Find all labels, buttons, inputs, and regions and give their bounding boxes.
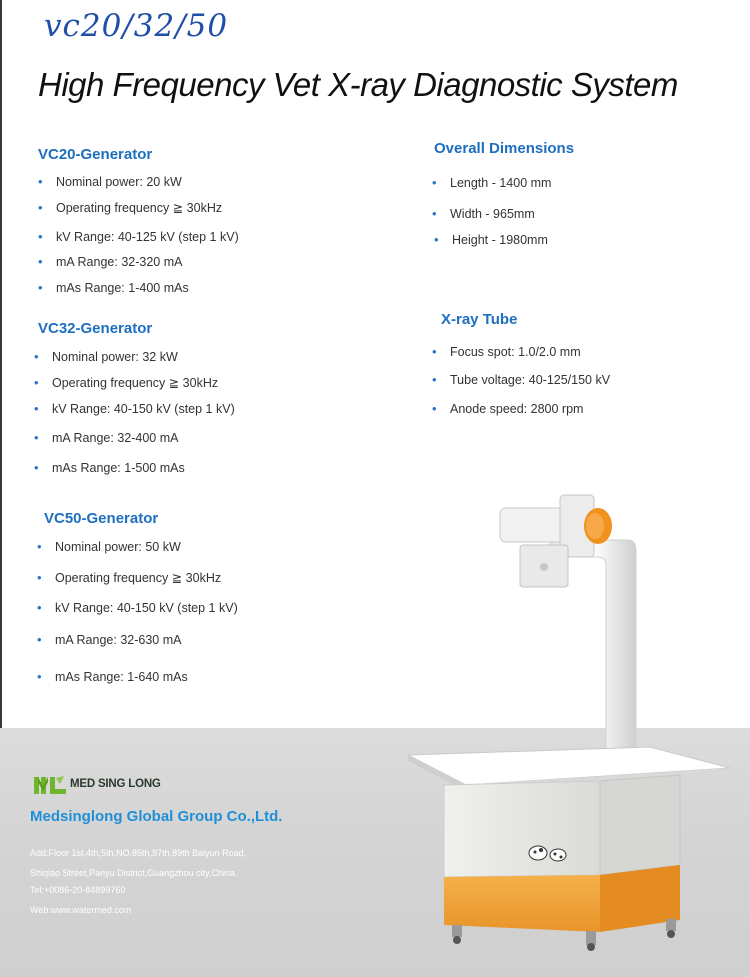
website-line: Web:www.watermed.com — [30, 905, 132, 915]
dimensions-item: • Length - 1400 mm — [432, 175, 552, 190]
phone-line: Tel:+0086-20-84899760 — [30, 885, 126, 895]
bullet-icon: • — [432, 175, 437, 190]
xray-machine-illustration — [400, 485, 750, 977]
dimensions-title: Overall Dimensions — [434, 140, 575, 157]
vc20-item: • mA Range: 32-320 mA — [38, 254, 183, 269]
bullet-icon: • — [38, 174, 43, 189]
msl-logo-icon — [34, 774, 68, 796]
address-line: Add:Floor 1st,4th,5th,NO.85th,87th,89th Baiyun Road, — [30, 848, 247, 858]
bullet-icon: • — [34, 349, 39, 364]
vc50-item: • mAs Range: 1-640 mAs — [37, 669, 188, 684]
xray-tube-title: X-ray Tube — [441, 311, 518, 328]
vc32-item: • mA Range: 32-400 mA — [34, 430, 179, 445]
vc20-title: VC20-Generator — [38, 146, 153, 163]
bullet-icon: • — [38, 229, 43, 244]
dimensions-item: • Height - 1980mm — [434, 232, 548, 247]
vc32-item: • Operating frequency ≧ 30kHz — [34, 375, 219, 390]
bullet-icon: • — [38, 200, 43, 215]
bullet-icon: • — [434, 232, 439, 247]
bullet-icon: • — [37, 539, 42, 554]
bullet-icon: • — [38, 280, 43, 295]
vc20-item: • Operating frequency ≧ 30kHz — [38, 200, 223, 215]
bullet-icon: • — [432, 206, 437, 221]
bullet-icon: • — [432, 401, 437, 416]
vc50-item: • kV Range: 40-150 kV (step 1 kV) — [37, 600, 238, 615]
vc50-item: • Operating frequency ≧ 30kHz — [37, 570, 222, 585]
vc20-item: • kV Range: 40-125 kV (step 1 kV) — [38, 229, 239, 244]
dimensions-item: • Width - 965mm — [432, 206, 535, 221]
xray-tube-item: • Tube voltage: 40-125/150 kV — [432, 372, 611, 387]
vc50-title: VC50-Generator — [44, 510, 159, 527]
model-tag: vc20/32/50 — [44, 8, 229, 44]
bullet-icon: • — [37, 570, 42, 585]
vc32-item: • Nominal power: 32 kW — [34, 349, 178, 364]
logo-text: MED SING LONG — [70, 778, 161, 790]
company-name: Medsinglong Global Group Co.,Ltd. — [30, 808, 283, 825]
bullet-icon: • — [432, 344, 437, 359]
bullet-icon: • — [34, 375, 39, 390]
bullet-icon: • — [34, 430, 39, 445]
vc32-item: • kV Range: 40-150 kV (step 1 kV) — [34, 401, 235, 416]
bullet-icon: • — [34, 460, 39, 475]
xray-tube-item: • Focus spot: 1.0/2.0 mm — [432, 344, 581, 359]
bullet-icon: • — [37, 669, 42, 684]
address-line: Shiqiao Street,Panyu District,Guangzhou city,China. — [30, 868, 238, 878]
bullet-icon: • — [37, 632, 42, 647]
vc50-item: • Nominal power: 50 kW — [37, 539, 181, 554]
bullet-icon: • — [37, 600, 42, 615]
bullet-icon: • — [38, 254, 43, 269]
vc50-item: • mA Range: 32-630 mA — [37, 632, 182, 647]
vc32-title: VC32-Generator — [38, 320, 153, 337]
vc20-item: • Nominal power: 20 kW — [38, 174, 182, 189]
bullet-icon: • — [34, 401, 39, 416]
bullet-icon: • — [432, 372, 437, 387]
page-title: High Frequency Vet X-ray Diagnostic System — [38, 66, 678, 103]
vc20-item: • mAs Range: 1-400 mAs — [38, 280, 189, 295]
vc32-item: • mAs Range: 1-500 mAs — [34, 460, 185, 475]
xray-tube-item: • Anode speed: 2800 rpm — [432, 401, 584, 416]
